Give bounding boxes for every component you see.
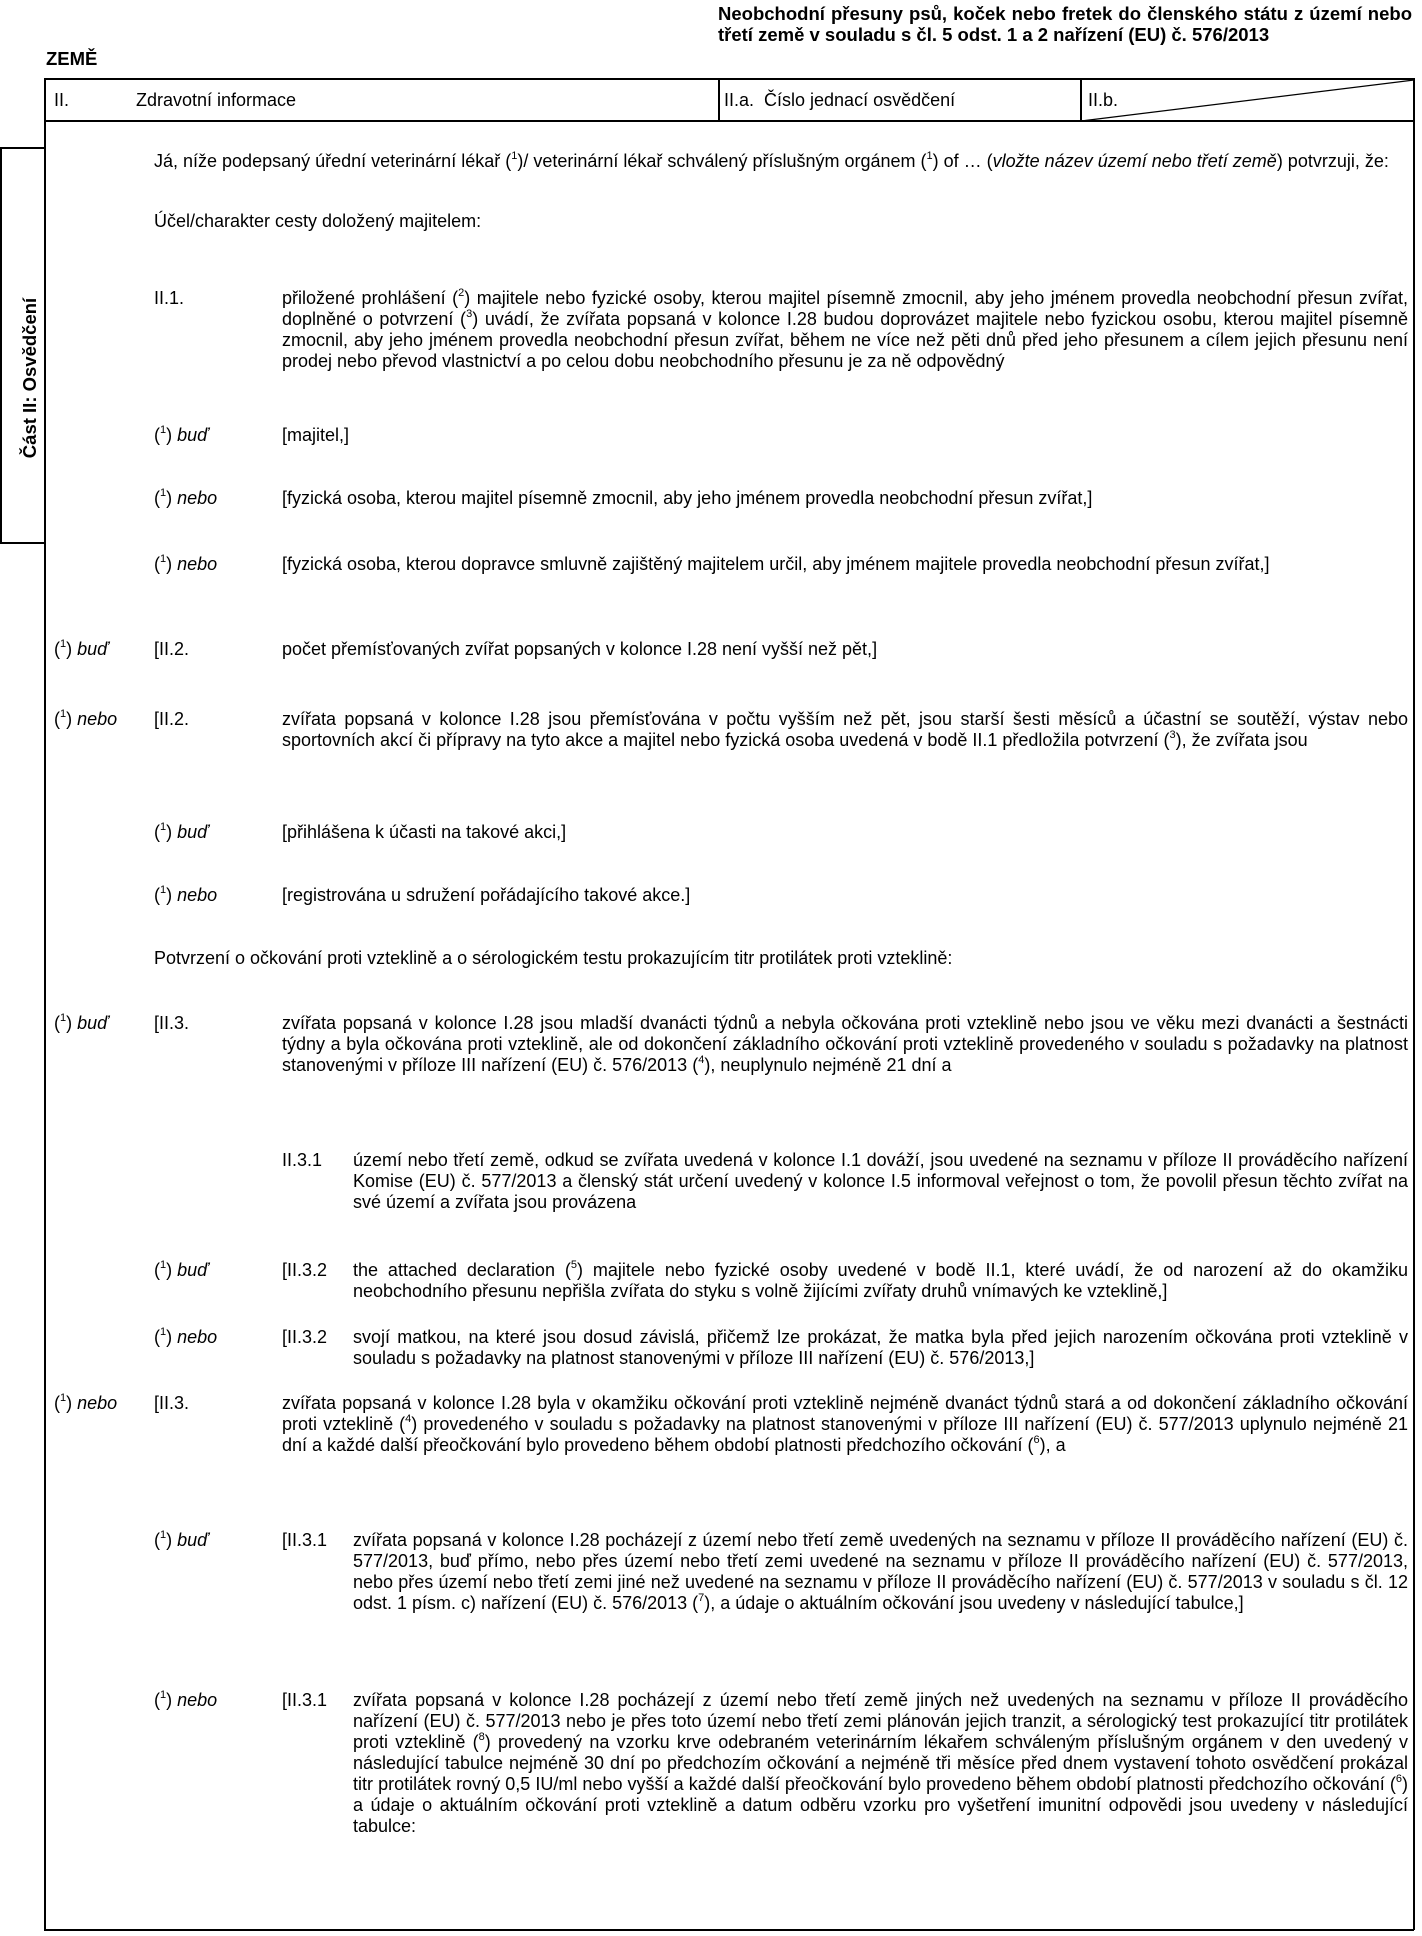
option-marker: ($^1$) nebo xyxy=(154,553,218,574)
point-label: [II.3.2 xyxy=(282,1327,328,1347)
option-marker: ($^1$) nebo xyxy=(154,1326,218,1347)
option-marker: ($^1$) nebo xyxy=(154,1689,218,1710)
point-label: [II.3.1 xyxy=(282,1690,328,1710)
frame-vertical-1 xyxy=(718,78,720,121)
point-text: the attached declaration ($^5$) majitele nebo fyzické osoby uvedené v bodě II.1, které uvádí, že od narození až do okamžiku neobchodního přesunu nepřišla zvířata do styku s volně žijícími zvířaty druhů vnímavých ke vzteklině,] xyxy=(353,1259,1408,1301)
side-box-left xyxy=(0,147,2,544)
section-number: II. xyxy=(54,90,70,110)
option-text: [majitel,] xyxy=(282,425,350,445)
option-text: [fyzická osoba, kterou dopravce smluvně zajištěný majitelem určil, aby jménem majitele provedla neobchodní přesun zvířat,] xyxy=(282,554,1270,574)
certificate-title: Neobchodní přesuny psů, koček nebo fretek do členského státu z území nebo třetí země v souladu s čl. 5 odst. 1 a 2 nařízení (EU) č. 576/2013 xyxy=(718,3,1412,45)
option-marker: ($^1$) buď xyxy=(154,424,209,445)
reference-number-label: II.a. Číslo jednací osvědčení xyxy=(724,90,956,110)
point-text: zvířata popsaná v kolonce I.28 jsou mladší dvanácti týdnů a nebyla očkována proti vzteklině nebo jsou ve věku mezi dvanácti a šestnácti týdny a byla očkována proti vzteklině, ale od dokončení základního očkování proti vzteklině provedeného v souladu s požadavky na platnost stanovenými v příloze III nařízení (EU) č. 576/2013 ($^4$), neuplynulo nejméně 21 dní a xyxy=(282,1013,1408,1075)
point-label: [II.3.2 xyxy=(282,1260,328,1280)
frame-bottom-line xyxy=(44,1929,1414,1931)
purpose-heading: Účel/charakter cesty doložený majitelem: xyxy=(154,211,482,231)
point-label: [II.2. xyxy=(154,709,190,729)
point-text: zvířata popsaná v kolonce I.28 jsou přemísťována v počtu vyšším než pět, jsou starší šesti měsíců a účastní se soutěží, výstav nebo sportovních akcí či přípravy na tyto akce a majitel nebo fyzická osoba uvedená v bodě II.1 předložila potvrzení ($^3$), že zvířata jsou xyxy=(282,709,1408,750)
iib-diagonal-line xyxy=(1081,78,1414,121)
frame-left-line xyxy=(44,78,46,1930)
option-text: [fyzická osoba, kterou majitel písemně zmocnil, aby jeho jménem provedla neobchodní přesun zvířat,] xyxy=(282,488,1093,508)
country-label: ZEMĚ xyxy=(46,48,98,69)
point-label: [II.3. xyxy=(154,1013,190,1033)
option-text: [registrována u sdružení pořádajícího takové akce.] xyxy=(282,885,691,905)
point-text: zvířata popsaná v kolonce I.28 pocházejí z území nebo třetí země uvedených na seznamu v příloze II prováděcího nařízení (EU) č. 577/2013, buď přímo, nebo přes území nebo třetí zemi uvedené na seznamu v příloze II prováděcího nařízení (EU) č. 577/2013, nebo přes území nebo třetí zemi jiné než uvedené na seznamu v příloze II prováděcího nařízení (EU) č. 577/2013 v souladu s čl. 12 odst. 1 písm. c) nařízení (EU) č. 576/2013 ($^7$), a údaje o aktuálním očkování jsou uvedeny v následující tabulce,] xyxy=(353,1530,1408,1613)
option-marker: ($^1$) buď xyxy=(154,1529,209,1550)
point-label: [II.3.1 xyxy=(282,1530,328,1550)
point-text: svojí matkou, na které jsou dosud závislá, přičemž lze prokázat, že matka byla před jejich narozením očkována proti vzteklině v souladu s požadavky na platnost stanovenými v příloze III nařízení (EU) č. 576/2013,] xyxy=(353,1327,1408,1368)
point-label: II.1. xyxy=(154,288,185,308)
point-text: zvířata popsaná v kolonce I.28 byla v okamžiku očkování proti vzteklině nejméně dvanáct týdnů stará a od dokončení základního očkování proti vzteklině ($^4$) provedeného v souladu s požadavky na platnost stanovenými v příloze III nařízení (EU) č. 577/2013 uplynulo nejméně 21 dní a každé další přeočkování bylo provedeno během období platnosti předchozího očkování ($^6$), a xyxy=(282,1393,1408,1455)
option-marker: ($^1$) nebo xyxy=(54,708,118,729)
side-section-label: Část II: Osvědčení xyxy=(19,297,40,458)
point-text: zvířata popsaná v kolonce I.28 pocházejí z území nebo třetí země jiných než uvedených na seznamu v příloze II prováděcího nařízení (EU) č. 577/2013 nebo je přes toto území nebo třetí zemi plánován jejich tranzit, a sérologický test prokazující titr protilátek proti vzteklině ($^8$) provedený na vzorku krve odebraném veterinárním lékařem schváleným příslušným orgánem v den uvedený v následující tabulce nejméně 30 dní po předchozím očkování a nejméně tři měsíce před dnem vystavení tohoto osvědčení prokázal titr protilátek rovný 0,5 IU/ml nebo vyšší a každé další přeočkování bylo provedeno během období platnosti předchozího očkování ($^6$) a údaje o aktuálním očkování proti vzteklině a datum odběru vzorku pro vyšetření imunitní odpovědi jsou uvedeny v následující tabulce: xyxy=(353,1690,1408,1836)
point-text: území nebo třetí země, odkud se zvířata uvedená v kolonce I.1 dováží, jsou uvedené na seznamu v příloze II prováděcího nařízení Komise (EU) č. 577/2013 a členský stát určení uvedený v kolonce I.5 informoval veřejnost o tom, že povolil přesun těchto zvířat na své území a zvířata jsou provázena xyxy=(353,1150,1408,1212)
point-label: [II.3. xyxy=(154,1393,190,1413)
option-marker: ($^1$) buď xyxy=(154,821,209,842)
option-marker: ($^1$) buď xyxy=(154,1259,209,1280)
point-label: [II.2. xyxy=(154,639,190,659)
option-marker: ($^1$) nebo xyxy=(54,1392,118,1413)
point-text: přiložené prohlášení ($^2$) majitele nebo fyzické osoby, kterou majitel písemně zmocnil, aby jeho jménem provedla neobchodní přesun zvířat, doplněné o potvrzení ($^3$) uvádí, že zvířata popsaná v kolonce I.28 budou doprovázet majitele nebo fyzickou osobu, kterou majitel písemně zmocnil, aby jeho jménem provedla neobchodní přesun zvířat, během ne více než pěti dnů před jeho přesunem a cílem jejich přesunu není prodej nebo převod vlastnictví a po celou dobu neobchodního přesunu je za ně odpovědný xyxy=(282,287,1409,371)
point-text: počet přemísťovaných zvířat popsaných v kolonce I.28 není vyšší než pět,] xyxy=(282,639,878,659)
section-title: Zdravotní informace xyxy=(136,90,297,110)
side-box-bottom xyxy=(0,542,45,544)
option-marker: ($^1$) nebo xyxy=(154,487,218,508)
side-box-top xyxy=(0,147,45,149)
frame-right-line xyxy=(1413,78,1415,1930)
option-marker: ($^1$) buď xyxy=(54,638,109,659)
intro-statement: Já, níže podepsaný úřední veterinární lékař ($^1$)/ veterinární lékař schválený příslušným orgánem ($^1$) of … (vložte název území nebo třetí země) potvrzuji, že: xyxy=(154,150,1389,171)
option-marker: ($^1$) nebo xyxy=(154,884,218,905)
iib-label: II.b. xyxy=(1088,90,1119,110)
point-label: II.3.1 xyxy=(282,1150,323,1170)
option-marker: ($^1$) buď xyxy=(54,1012,109,1033)
rabies-heading: Potvrzení o očkování proti vzteklině a o sérologickém testu prokazujícím titr protilátek proti vzteklině: xyxy=(154,948,953,968)
option-text: [přihlášena k účasti na takové akci,] xyxy=(282,822,567,842)
